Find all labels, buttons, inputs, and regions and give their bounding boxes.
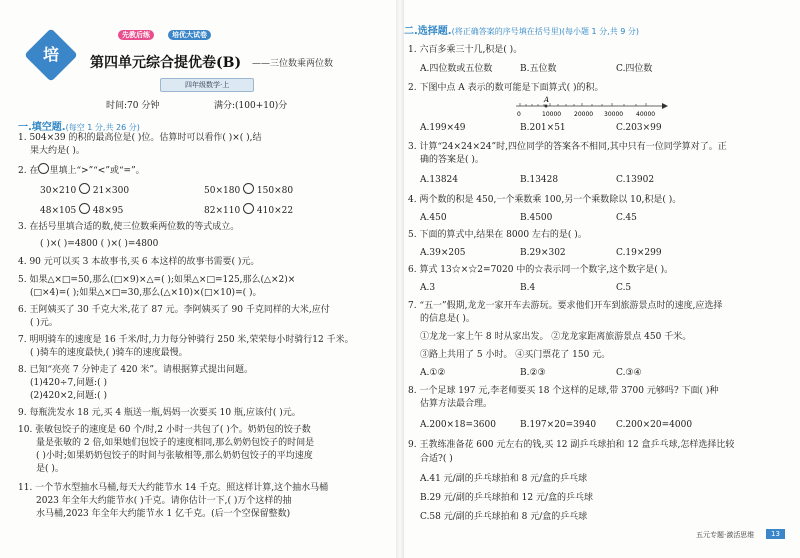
q10-line-3: ( )小时;如果奶奶包饺子的时间与张敏相等,那么奶奶包饺子的平均速度	[36, 451, 313, 461]
kite-badge-label: 培	[42, 45, 59, 64]
header-badge-1: 先教后练	[118, 30, 154, 40]
r-q5-opt-a[interactable]: A.39×205	[420, 248, 466, 258]
r-q8-opt-b[interactable]: B.197×20=3940	[520, 420, 597, 430]
number-line	[512, 94, 672, 120]
q5-line-2: (□×4)=( );如果△×□=30,那么(△×10)×(□×10)=( )。	[30, 288, 262, 298]
q2-item-4: 82×110 410×22	[204, 203, 293, 217]
r-q9-opt-c[interactable]: C.58 元/副的乒乓球拍和 8 元/盒的乒乓球	[420, 512, 588, 522]
q9: 9. 每瓶洗发水 18 元,买 4 瓶送一瓶,妈妈一次要买 10 瓶,应该付( )元。	[18, 408, 301, 418]
r-q1: 1. 六百多乘三十几,积是( )。	[408, 45, 523, 55]
q2-item-3: 48×105 48×95	[40, 203, 123, 217]
r-q7-line-3: ①龙龙一家上午 8 时从家出发。 ②龙龙家距离旅游景点 450 千米。	[420, 332, 692, 342]
point-a-marker	[545, 105, 548, 108]
q7-line-2: ( )骑车的速度最快,( )骑车的速度最慢。	[30, 348, 188, 358]
q2-prompt: 2. 在 里填上“>”“<”或“=”。	[18, 163, 145, 177]
r-q1-opt-c[interactable]: C.四位数	[616, 64, 653, 74]
q11-line-2: 2023 年全年大约能节水( )千克。请你估计一下,( )万个这样的抽	[36, 496, 292, 506]
r-q8-line-2: 估算方法最合理。	[420, 399, 493, 409]
r-q5-opt-c[interactable]: C.19×299	[616, 248, 662, 258]
r-q8-opt-a[interactable]: A.200×18=3600	[420, 420, 496, 430]
r-q2: 2. 下图中点 A 表示的数可能是下面算式( )的积。	[408, 83, 604, 93]
circle-blank-icon[interactable]	[243, 203, 254, 214]
q1-line-2: 果大约是( )。	[30, 146, 85, 156]
r-q3-line-1: 3. 计算“24×24×24”时,四位同学的答案各不相同,其中只有一位同学算对了。正	[408, 142, 727, 152]
section-1-title: 一.填空题.(每空 1 分,共 26 分)	[18, 122, 140, 133]
tick-label-30000: 30000	[604, 111, 624, 118]
q2-item-1: 30×210 21×300	[40, 183, 129, 197]
q3-prompt: 3. 在括号里填合适的数,使三位数乘两位数的等式成立。	[18, 222, 240, 232]
q5-line-1: 5. 如果△×□=50,那么(□×9)×△=( );如果△×□=125,那么(△×2)×	[18, 275, 296, 285]
full-score: 满分:(100+10)分	[214, 101, 288, 111]
q6-line-1: 6. 王阿姨买了 30 千克大米,花了 87 元。李阿姨买了 90 千克同样的大米,应付	[18, 305, 330, 315]
r-q9-opt-a[interactable]: A.41 元/副的乒乓球拍和 8 元/盒的乒乓球	[420, 474, 588, 484]
r-q4-opt-b[interactable]: B.4500	[520, 213, 553, 223]
q8-line-1: 8. 已知“亮亮 7 分钟走了 420 米”。请根据算式提出问题。	[18, 365, 253, 375]
r-q5-opt-b[interactable]: B.29×302	[520, 248, 566, 258]
tick-label-40000: 40000	[636, 111, 656, 118]
q3-blanks: ( )×( )=4800 ( )×( )=4800	[40, 239, 159, 249]
r-q5: 5. 下面的算式中,结果在 8000 左右的是( )。	[408, 230, 587, 240]
point-a-label: A	[544, 96, 550, 104]
r-q4: 4. 两个数的积是 450,一个乘数乘 100,另一个乘数除以 10,积是( )。	[408, 195, 682, 205]
q8-line-3: (2)420×2,问题:( )	[30, 391, 107, 401]
grade-label: 四年级数学·上	[160, 78, 254, 92]
r-q1-opt-b[interactable]: B.五位数	[520, 64, 557, 74]
q8-line-2: (1)420÷7,问题:( )	[30, 378, 107, 388]
r-q7-opt-c[interactable]: C.③④	[616, 368, 642, 378]
q7-line-1: 7. 明明骑车的速度是 16 千米/时,力力每分钟骑行 250 米,荣荣每小时骑行12 千米。	[18, 335, 354, 345]
q2-item-2: 50×180 150×80	[204, 183, 293, 197]
r-q6-opt-a[interactable]: A.3	[420, 283, 436, 293]
page-subtitle: ——三位数乘两位数	[252, 59, 334, 69]
r-q6-opt-c[interactable]: C.5	[616, 283, 632, 293]
time-limit: 时间:70 分钟	[106, 101, 160, 111]
r-q3-line-2: 确的答案是( )。	[420, 155, 484, 165]
r-q7-line-4: ③路上共用了 5 小时。 ④买门票花了 150 元。	[420, 350, 611, 360]
circle-blank-icon	[38, 163, 49, 174]
r-q3-opt-c[interactable]: C.13902	[616, 175, 655, 185]
page-title: 第四单元综合提优卷(B)	[90, 55, 242, 71]
circle-blank-icon[interactable]	[79, 203, 90, 214]
circle-blank-icon[interactable]	[79, 183, 90, 194]
r-q9-line-2: 合适?( )	[420, 454, 453, 464]
r-q8-line-1: 8. 一个足球 197 元,李老师要买 18 个这样的足球,带 3700 元够吗? 下面( )种	[408, 386, 719, 396]
r-q7-line-2: 的信息是( )。	[420, 314, 475, 324]
r-q7-opt-a[interactable]: A.①②	[420, 368, 446, 378]
r-q2-opt-b[interactable]: B.201×51	[520, 123, 566, 133]
r-q1-opt-a[interactable]: A.四位数或五位数	[420, 64, 493, 74]
r-q4-opt-c[interactable]: C.45	[616, 213, 637, 223]
q11-line-1: 11. 一个节水型抽水马桶,每天大约能节水 14 千克。照这样计算,这个抽水马桶	[18, 483, 329, 493]
q10-line-4: 是( )。	[36, 464, 64, 474]
q1-line-1: 1. 504×39 的积的最高位是( )位。估算时可以看作( )×( ),结	[18, 133, 262, 143]
q10-line-1: 10. 张敏包饺子的速度是 60 个/时,2 小时一共包了( )个。奶奶包的饺子数	[18, 425, 311, 435]
r-q6: 6. 算式 13☆×☆2=7020 中的☆表示同一个数字,这个数字是( )。	[408, 265, 674, 275]
r-q9-line-1: 9. 王教练准备花 600 元左右的钱,买 12 副乒乓球拍和 12 盒乒乓球,怎样选择比较	[408, 440, 735, 450]
book-spine	[396, 0, 404, 558]
q10-line-2: 量是张敏的 2 倍,如果她们包饺子的速度相同,那么奶奶包饺子的时间是	[36, 438, 315, 448]
r-q7-opt-b[interactable]: B.②③	[520, 368, 546, 378]
page-number: 13	[766, 529, 785, 539]
r-q7-line-1: 7. “五一”假期,龙龙一家开车去游玩。要求他们开车到旅游景点时的速度,应选择	[408, 301, 723, 311]
section-2-title: 二.选择题.(将正确答案的序号填在括号里)(每小题 1 分,共 9 分)	[404, 26, 639, 37]
tick-label-20000: 20000	[574, 111, 594, 118]
q6-line-2: ( )元。	[30, 318, 58, 328]
r-q9-opt-b[interactable]: B.29 元/副的乒乓球拍和 12 元/盒的乒乓球	[420, 493, 594, 503]
footer-series-label: 五元专题·激活思维	[696, 531, 755, 539]
tick-label-0: 0	[517, 111, 521, 118]
tick-label-10000: 10000	[542, 111, 562, 118]
r-q2-opt-c[interactable]: C.203×99	[616, 123, 662, 133]
r-q8-opt-c[interactable]: C.200×20=4000	[616, 420, 693, 430]
q4: 4. 90 元可以买 3 本故事书,买 6 本这样的故事书需要( )元。	[18, 257, 260, 267]
circle-blank-icon[interactable]	[243, 183, 254, 194]
r-q3-opt-b[interactable]: B.13428	[520, 175, 559, 185]
header-badge-2: 培优大试卷	[168, 30, 211, 40]
q11-line-3: 水马桶,2023 年全年大约能节水 1 亿千克。(后一个空保留整数)	[36, 509, 291, 519]
r-q4-opt-a[interactable]: A.450	[420, 213, 447, 223]
r-q3-opt-a[interactable]: A.13824	[420, 175, 458, 185]
r-q6-opt-b[interactable]: B.4	[520, 283, 536, 293]
r-q2-opt-a[interactable]: A.199×49	[420, 123, 466, 133]
